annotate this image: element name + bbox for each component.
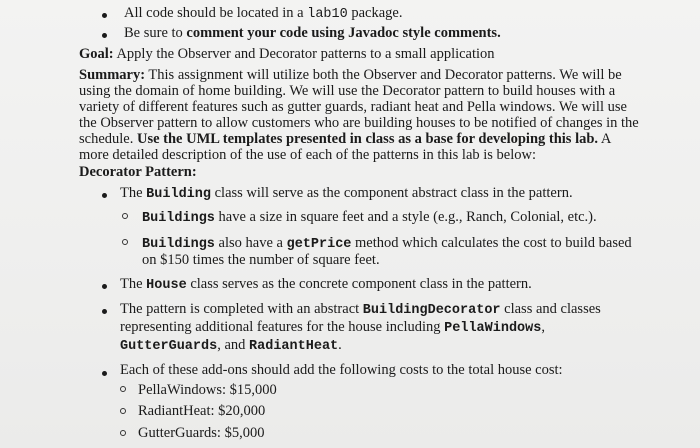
summary-line-6: more detailed description of the use of each of the patterns in this lab is below: [79, 147, 537, 163]
item-decorator: The pattern is completed with an abstract BuildingDecorator class and classes [120, 301, 601, 318]
bullet-javadoc: Be sure to comment your code using Javadoc style comments. [124, 25, 501, 41]
item-building-getprice: Buildings also have a getPrice method which calculates the cost to build based [142, 235, 632, 252]
sub-bullet-circle [120, 386, 126, 392]
item-building-getprice-line2: on $150 times the number of square feet. [142, 252, 380, 268]
summary-line-4: the Observer pattern to allow customers who are building houses to be notified of changes in the [79, 115, 639, 131]
summary-line-5: schedule. Use the UML templates presented in class as a base for developing this lab. A [79, 131, 612, 147]
bullet-dot [102, 193, 107, 198]
bullet-dot [102, 13, 107, 18]
addon-radiant-heat: RadiantHeat: $20,000 [138, 403, 266, 419]
bullet-code-location: All code should be located in a lab10 package. [124, 5, 403, 22]
decorator-heading: Decorator Pattern: [79, 164, 197, 180]
item-addons-intro: Each of these add-ons should add the following costs to the total house cost: [120, 362, 563, 378]
goal-line: Goal: Apply the Observer and Decorator patterns to a small application [79, 46, 495, 62]
sub-bullet-circle [122, 213, 128, 219]
bullet-dot [102, 309, 107, 314]
summary-line-3: variety of different features such as gutter guards, radiant heat and Pella windows. We will use [79, 99, 627, 115]
bullet-dot [102, 284, 107, 289]
item-decorator-line2: representing additional features for the house including PellaWindows, [120, 319, 545, 336]
summary-line-2: using the domain of home building. We will use the Decorator pattern to build houses with a [79, 83, 616, 99]
addon-pella-windows: PellaWindows: $15,000 [138, 382, 277, 398]
item-building: The Building class will serve as the component abstract class in the pattern. [120, 185, 573, 202]
item-building-size: Buildings have a size in square feet and a style (e.g., Ranch, Colonial, etc.). [142, 209, 597, 226]
summary-line-1: Summary: This assignment will utilize both the Observer and Decorator patterns. We will be [79, 67, 622, 83]
sub-bullet-circle [120, 408, 126, 414]
bullet-dot [102, 33, 107, 38]
sub-bullet-circle [120, 430, 126, 436]
sub-bullet-circle [122, 239, 128, 245]
bullet-dot [102, 371, 107, 376]
addon-gutter-guards: GutterGuards: $5,000 [138, 425, 265, 441]
item-decorator-line3: GutterGuards, and RadiantHeat. [120, 337, 342, 354]
item-house: The House class serves as the concrete component class in the pattern. [120, 276, 532, 293]
